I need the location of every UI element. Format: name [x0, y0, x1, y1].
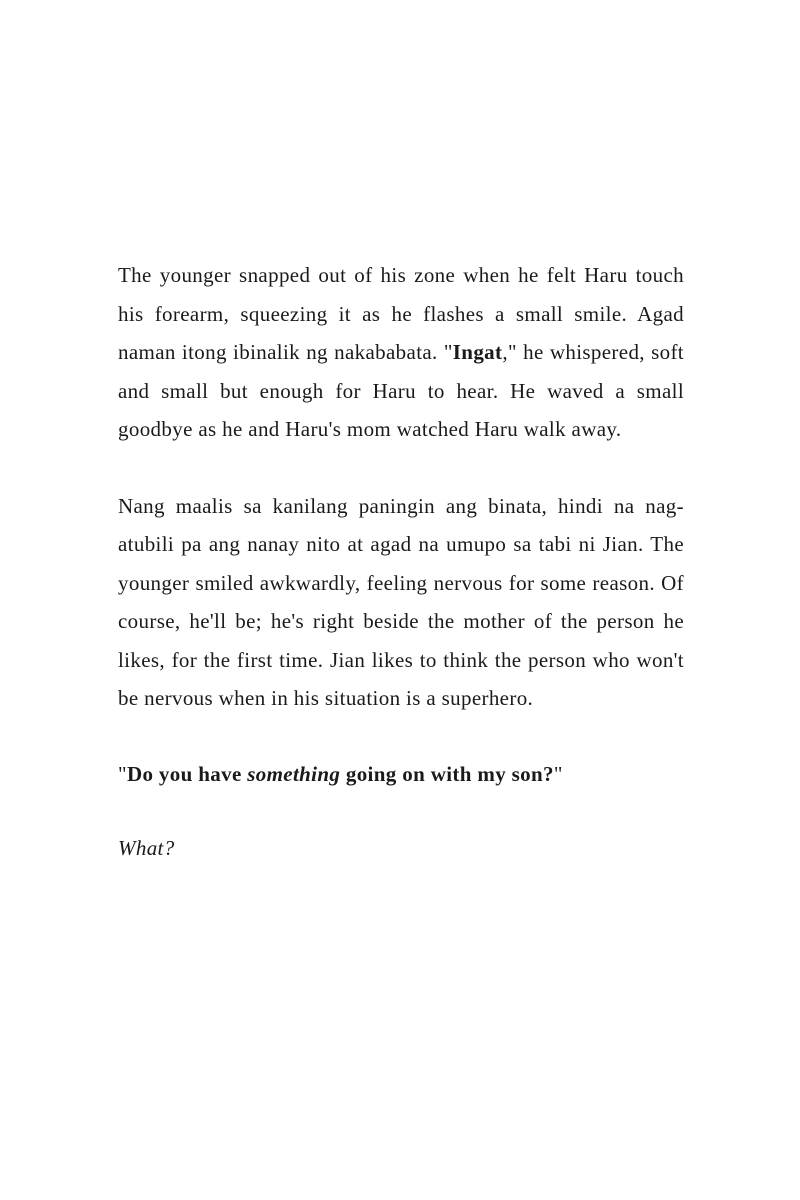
paragraph-haru-leaves	[118, 256, 684, 449]
story-text-block	[118, 256, 684, 868]
quote-mark: "	[553, 761, 563, 786]
narration-text: The younger snapped out of his zone when he felt Haru touch his forearm, squeezing it as he flashes a small smile. Agad naman itong ibinalik ng nakababata. "	[118, 263, 684, 364]
paragraph-inner-thought	[118, 829, 684, 868]
inner-thought-text: What?	[118, 836, 175, 860]
paragraph-mom-sits	[118, 487, 684, 718]
dialogue-question: Do you have	[126, 761, 248, 786]
quote-mark: "	[118, 761, 127, 786]
narration-text: Nang maalis sa kanilang paningin ang binata, hindi na nag-atubili pa ang nanay nito at agad na umupo sa tabi ni Jian. The younger smiled awkwardly, feeling nervous for some reason. Of course, he'll be; he's right beside the mother of the person he likes, for the first time. Jian likes to think the person who won't be nervous when in his situation is a superhero.	[118, 493, 684, 710]
dialogue-question: going on with my son?	[340, 761, 554, 786]
dialogue-emphasis: something	[247, 761, 341, 786]
paragraph-mom-question	[118, 755, 684, 794]
dialogue-ingat: Ingat	[452, 340, 503, 364]
narration-text: ," he whispered, soft and small but enough for Haru to hear. He waved a small goodbye as he and Haru's mom watched Haru walk away.	[118, 340, 684, 441]
